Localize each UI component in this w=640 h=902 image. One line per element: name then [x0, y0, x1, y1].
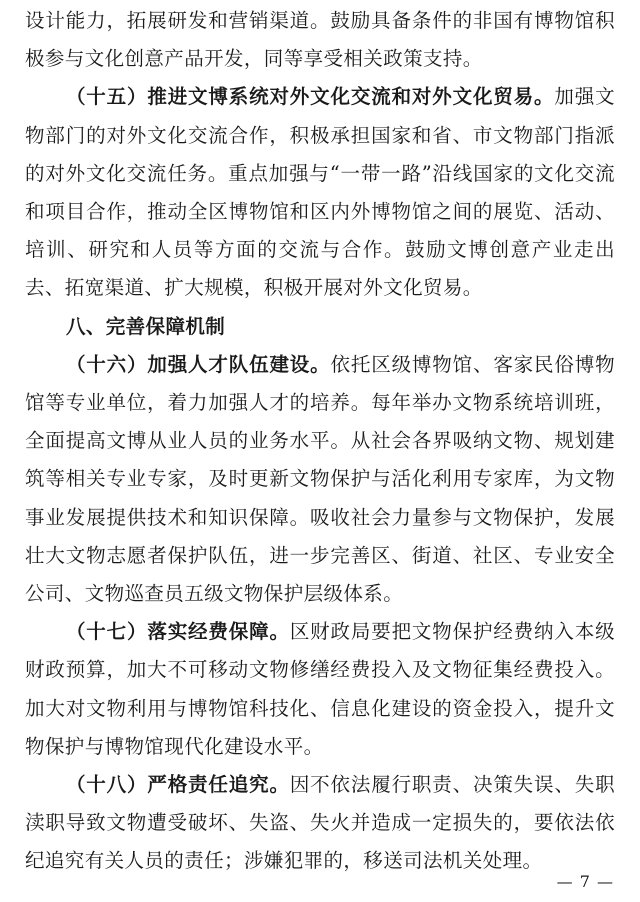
paragraph-section-16: [25, 346, 615, 613]
paragraph-lead: （十六）加强人才队伍建设。: [65, 352, 331, 376]
page-number: — 7 —: [556, 872, 614, 891]
document-page: [25, 0, 615, 881]
paragraph-text: 因不依法履行职责、决策失误、失职渎职导致文物遭受破坏、失盗、失火并造成一定损失的，要依法依纪追究有关人员的责任；涉嫌犯罪的，移送司法机关处理。: [25, 773, 615, 873]
paragraph-lead: （十七）落实经费保障。: [65, 620, 290, 644]
paragraph-text: 依托区级博物馆、客家民俗博物馆等专业单位，着力加强人才的培养。每年举办文物系统培训班，全面提高文博从业人员的业务水平。从社会各界吸纳文物、规划建筑等相关专业专家，及时更新文物保护与活化利用专家库，为文物事业发展提供技术和知识保障。吸收社会力量参与文物保护，发展壮大文物志愿者保护队伍，进一步完善区、街道、社区、专业安全公司、文物巡查员五级文物保护层级体系。: [25, 352, 615, 606]
paragraph-lead: （十五）推进文博系统对外文化交流和对外文化贸易。: [65, 85, 555, 109]
paragraph-section-17: [25, 613, 615, 766]
paragraph-text: 设计能力，拓展研发和营销渠道。鼓励具备条件的非国有博物馆积极参与文化创意产品开发，同等享受相关政策支持。: [25, 9, 615, 71]
paragraph-lead: （十八）严格责任追究。: [65, 773, 290, 797]
section-heading: 八、完善保障机制: [65, 314, 226, 338]
paragraph-text: 加强文物部门的对外文化交流合作，积极承担国家和省、市文物部门指派的对外文化交流任务。重点加强与“一带一路”沿线国家的文化交流和项目合作，推动全区博物馆和区内外博物馆之间的展览、活动、培训、研究和人员等方面的交流与合作。鼓励文博创意产业走出去、拓宽渠道、扩大规模，积极开展对外文化贸易。: [25, 85, 615, 300]
paragraph-section-18: [25, 766, 615, 881]
paragraph-section-15: [25, 78, 615, 307]
paragraph-continuation: [25, 2, 615, 78]
paragraph-text: 区财政局要把文物保护经费纳入本级财政预算，加大不可移动文物修缮经费投入及文物征集经费投入。加大对文物利用与博物馆科技化、信息化建设的资金投入，提升文物保护与博物馆现代化建设水平。: [25, 620, 615, 758]
